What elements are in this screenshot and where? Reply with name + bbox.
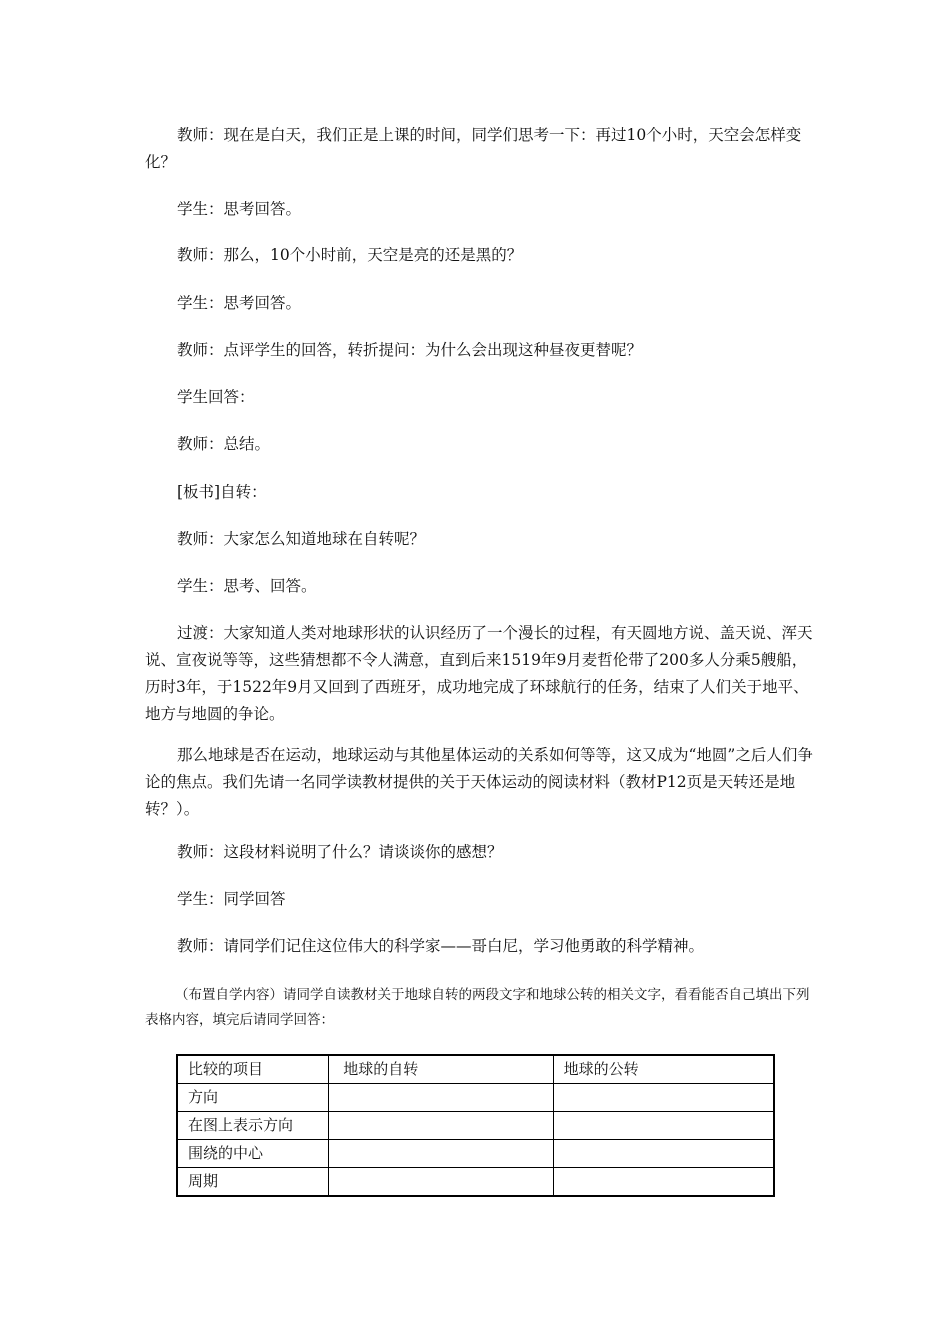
paragraph-teacher-question-3: 教师：点评学生的回答，转折提问：为什么会出现这种昼夜更替呢？ (177, 341, 643, 359)
paragraph-teacher-question-1: 教师：现在是白天，我们正是上课的时间，同学们思考一下：再过10个小时，天空会怎样变化？ (145, 126, 802, 171)
paragraph-student-answer-5: 学生：同学回答 (177, 890, 286, 908)
comparison-table (176, 1054, 775, 1197)
table-header-cell: 比较的项目 (177, 1055, 329, 1084)
table-row (177, 1168, 774, 1197)
paragraph-teacher-copernicus: 教师：请同学们记住这位伟大的科学家——哥白尼，学习他勇敢的科学精神。 (177, 937, 705, 955)
table-cell (553, 1084, 774, 1112)
table-header-cell: 地球的公转 (553, 1055, 774, 1084)
table-header-cell: 地球的自转 (329, 1055, 553, 1084)
paragraph-board-note: [板书]自转： (177, 483, 267, 501)
table-cell (329, 1168, 553, 1197)
table-cell (329, 1084, 553, 1112)
table-row (177, 1112, 774, 1140)
table-cell (553, 1168, 774, 1197)
table-row (177, 1140, 774, 1168)
paragraph-teacher-summary: 教师：总结。 (177, 435, 271, 453)
table-cell (329, 1112, 553, 1140)
paragraph-teacher-question-2: 教师：那么，10个小时前，天空是亮的还是黑的？ (177, 246, 523, 264)
paragraph-student-answer-3: 学生回答： (177, 388, 255, 406)
paragraph-earth-motion: 那么地球是否在运动，地球运动与其他星体运动的关系如何等等，这又成为“地圆”之后人们争论的焦点。我们先请一名同学读教材提供的关于天体运动的阅读材料（教材P12页是天转还是地转？）。 (145, 746, 813, 818)
paragraph-student-answer-2: 学生：思考回答。 (177, 294, 302, 312)
paragraph-teacher-question-5: 教师：这段材料说明了什么？请谈谈你的感想？ (177, 843, 503, 861)
table-row-label: 方向 (177, 1084, 329, 1112)
table-row (177, 1084, 774, 1112)
paragraph-transition: 过渡：大家知道人类对地球形状的认识经历了一个漫长的过程，有天圆地方说、盖天说、浑天说、宣夜说等等，这些猜想都不令人满意，直到后来1519年9月麦哲伦带了200多人分乘5艘船，历时3年，于1522年9月又回到了西班牙，成功地完成了环球航行的任务，结束了人们关于地平、地方与地圆的争论。 (145, 624, 813, 723)
table-header-row (177, 1055, 774, 1084)
table-row-label: 周期 (177, 1168, 329, 1197)
paragraph-teacher-question-4: 教师：大家怎么知道地球在自转呢？ (177, 530, 426, 548)
table-cell (553, 1112, 774, 1140)
paragraph-student-answer-4: 学生：思考、回答。 (177, 577, 317, 595)
table-row-label: 围绕的中心 (177, 1140, 329, 1168)
table-cell (329, 1140, 553, 1168)
paragraph-self-study: （布置自学内容）请同学自读教材关于地球自转的两段文字和地球公转的相关文字，看看能否自己填出下列表格内容，填完后请同学回答： (145, 987, 810, 1028)
table-cell (553, 1140, 774, 1168)
paragraph-student-answer-1: 学生：思考回答。 (177, 200, 302, 218)
table-row-label: 在图上表示方向 (177, 1112, 329, 1140)
